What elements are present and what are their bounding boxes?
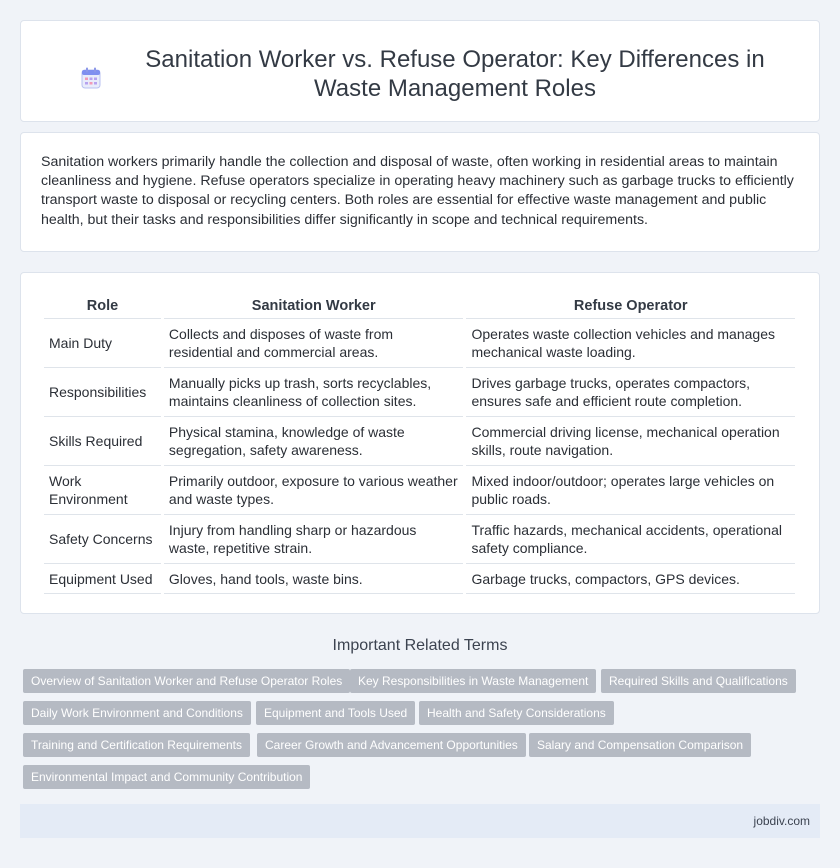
table-row: [44, 564, 795, 594]
table-row: [44, 417, 795, 466]
refuse-operator-cell: Garbage trucks, compactors, GPS devices.: [466, 564, 795, 594]
related-tag[interactable]: Key Responsibilities in Waste Management: [350, 669, 596, 693]
sanitation-worker-cell: Gloves, hand tools, waste bins.: [164, 564, 464, 594]
refuse-operator-cell: Commercial driving license, mechanical operation skills, route navigation.: [466, 417, 795, 466]
row-label: Work Environment: [44, 466, 161, 515]
header-role: Role: [44, 295, 161, 319]
intro-card: [20, 132, 820, 252]
related-tag[interactable]: Required Skills and Qualifications: [601, 669, 796, 693]
sanitation-worker-cell: Collects and disposes of waste from residential and commercial areas.: [164, 319, 464, 368]
related-tag[interactable]: Salary and Compensation Comparison: [529, 733, 751, 757]
table-header-row: [44, 295, 795, 319]
row-label: Main Duty: [44, 319, 161, 368]
refuse-operator-cell: Traffic hazards, mechanical accidents, operational safety compliance.: [466, 515, 795, 564]
related-tag[interactable]: Career Growth and Advancement Opportunities: [257, 733, 526, 757]
table-row: [44, 466, 795, 515]
footer-site-link[interactable]: jobdiv.com: [753, 814, 810, 828]
related-tag[interactable]: Health and Safety Considerations: [419, 701, 614, 725]
header-sanitation-worker: Sanitation Worker: [164, 295, 464, 319]
row-label: Equipment Used: [44, 564, 161, 594]
row-label: Responsibilities: [44, 368, 161, 417]
comparison-table-card: [20, 272, 820, 614]
related-tag[interactable]: Training and Certification Requirements: [23, 733, 250, 757]
related-tag[interactable]: Environmental Impact and Community Contribution: [23, 765, 310, 789]
header-refuse-operator: Refuse Operator: [466, 295, 795, 319]
intro-paragraph: Sanitation workers primarily handle the collection and disposal of waste, often working in residential areas to maintain cleanliness and hygiene. Refuse operators specialize in operating heavy machinery such as garbage trucks to efficiently transport waste to disposal or recycling centers. Both roles are essential for effective waste management and public health, but their tasks and responsibilities differ significantly in scope and technical requirements.: [41, 154, 794, 228]
row-label: Skills Required: [44, 417, 161, 466]
sanitation-worker-cell: Injury from handling sharp or hazardous waste, repetitive strain.: [164, 515, 464, 564]
page-title: Sanitation Worker vs. Refuse Operator: Key Differences in Waste Management Roles: [145, 46, 765, 102]
comparison-table: [41, 295, 798, 594]
related-tag[interactable]: Daily Work Environment and Conditions: [23, 701, 251, 725]
table-row: [44, 368, 795, 417]
sanitation-worker-cell: Manually picks up trash, sorts recyclables, maintains cleanliness of collection sites.: [164, 368, 464, 417]
calendar-icon: [81, 67, 101, 89]
related-tag[interactable]: Overview of Sanitation Worker and Refuse Operator Roles: [23, 669, 350, 693]
table-row: [44, 319, 795, 368]
refuse-operator-cell: Drives garbage trucks, operates compactors, ensures safe and efficient route completion.: [466, 368, 795, 417]
footer: [20, 804, 820, 838]
sanitation-worker-cell: Physical stamina, knowledge of waste segregation, safety awareness.: [164, 417, 464, 466]
row-label: Safety Concerns: [44, 515, 161, 564]
title-card: [20, 20, 820, 122]
related-terms-heading: Important Related Terms: [332, 637, 508, 654]
sanitation-worker-cell: Primarily outdoor, exposure to various weather and waste types.: [164, 466, 464, 515]
related-tag[interactable]: Equipment and Tools Used: [256, 701, 415, 725]
table-row: [44, 515, 795, 564]
refuse-operator-cell: Operates waste collection vehicles and manages mechanical waste loading.: [466, 319, 795, 368]
refuse-operator-cell: Mixed indoor/outdoor; operates large vehicles on public roads.: [466, 466, 795, 515]
